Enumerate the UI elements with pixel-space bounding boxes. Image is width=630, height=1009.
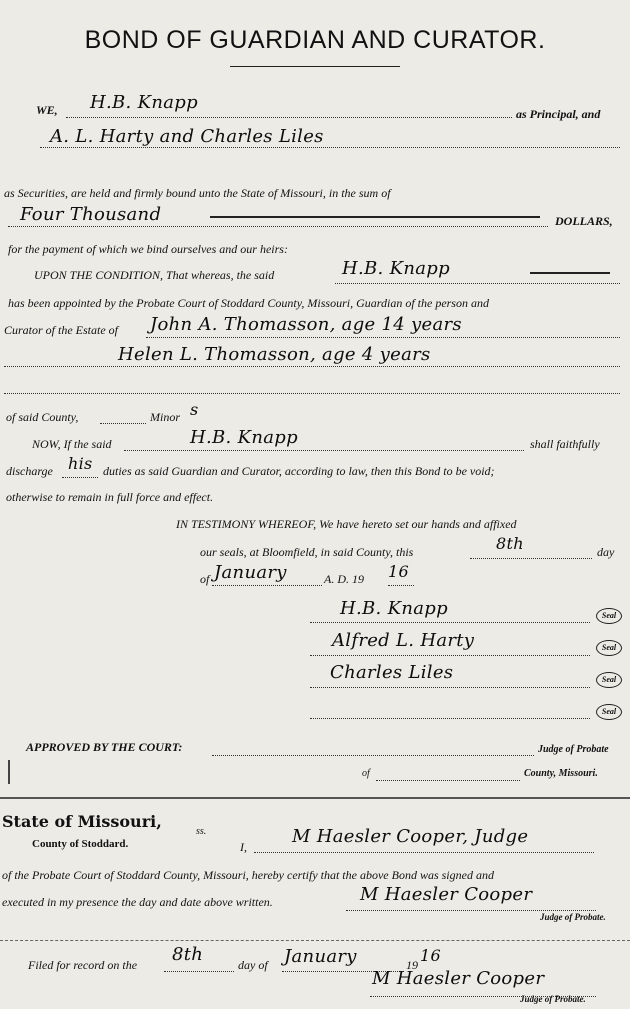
securities-line: [40, 147, 620, 148]
approved-of-label: of: [362, 768, 370, 779]
of-said-county-text: of said County,: [6, 410, 79, 424]
duties-text: duties as said Guardian and Curator, according to law, then this Bond to be void;: [103, 464, 495, 478]
filed-year-prefix: 19: [406, 958, 418, 972]
signature-2: Alfred L. Harty: [332, 630, 475, 651]
estate-minor-1: John A. Thomasson, age 14 years: [150, 314, 462, 335]
county-blank: [100, 423, 146, 424]
day-label: day: [597, 545, 615, 559]
as-securities-text: as Securities, are held and firmly bound unto the State of Missouri, in the sum of: [4, 186, 391, 200]
curator-estate-text: Curator of the Estate of: [4, 323, 118, 337]
signature-1: H.B. Knapp: [340, 598, 448, 619]
approved-county-line: [376, 780, 520, 781]
estate-minor-2: Helen L. Thomasson, age 4 years: [118, 344, 431, 365]
sum-line: [8, 226, 548, 227]
filed-day-line: [164, 971, 234, 972]
filed-day-of: day of: [238, 958, 268, 972]
testimony-text: IN TESTIMONY WHEREOF, We have hereto set our hands and affixed: [176, 517, 517, 531]
said-line: [335, 283, 620, 284]
dollars-label: DOLLARS,: [555, 214, 613, 228]
certify-signature: M Haesler Cooper: [360, 884, 533, 905]
seal-icon: Seal: [596, 704, 622, 720]
certify-line-2: executed in my presence the day and date above written.: [2, 895, 273, 909]
approved-label: APPROVED BY THE COURT:: [26, 740, 183, 754]
approved-judge-label: Judge of Probate: [538, 744, 609, 755]
state-heading: State of Missouri,: [2, 812, 162, 831]
i-label: I,: [240, 840, 247, 854]
ss-label: ss.: [196, 826, 207, 837]
certify-line-1: of the Probate Court of Stoddard County, Missouri, hereby certify that the above Bond was signed and: [2, 868, 494, 882]
filed-judge-label: Judge of Probate.: [520, 994, 586, 1004]
appointed-text: has been appointed by the Probate Court of Stoddard County, Missouri, Guardian of the person and: [8, 296, 489, 310]
section-divider: [0, 797, 630, 799]
minor-suffix: s: [190, 400, 199, 419]
principal-line: [66, 117, 512, 118]
approved-county-label: County, Missouri.: [524, 768, 598, 779]
his-line: [62, 477, 98, 478]
filed-text: Filed for record on the: [28, 958, 138, 972]
seal-icon: Seal: [596, 640, 622, 656]
approved-judge-line: [212, 755, 534, 756]
estate-line-3: [4, 393, 620, 394]
our-seals-text: our seals, at Bloomfield, in said County, this: [200, 545, 414, 559]
estate-line-1: [146, 337, 620, 338]
now-if-text: NOW, If the said: [32, 437, 112, 451]
estate-line-2: [4, 366, 620, 367]
filed-signature: M Haesler Cooper: [372, 968, 545, 989]
sum-strike-line: [210, 216, 540, 218]
now-name-line: [124, 450, 524, 451]
margin-mark: [8, 760, 10, 784]
year-line: [388, 585, 414, 586]
principal-name: H.B. Knapp: [90, 92, 198, 113]
day-line: [470, 558, 592, 559]
filed-divider: [0, 940, 630, 941]
shall-faithfully-text: shall faithfully: [530, 437, 600, 451]
month-hand: January: [214, 562, 287, 583]
said-name: H.B. Knapp: [342, 258, 450, 279]
said-strike-line: [530, 272, 610, 274]
county-heading: County of Stoddard.: [32, 838, 129, 850]
filed-month-hand: January: [284, 946, 357, 967]
month-line: [212, 585, 322, 586]
securities-names: A. L. Harty and Charles Liles: [50, 126, 324, 147]
signature-line-4: [310, 718, 590, 719]
title-underline: [230, 66, 400, 67]
certify-sign-line: [346, 910, 596, 911]
judge-name-line: [254, 852, 594, 853]
filed-day-hand: 8th: [172, 944, 204, 965]
of-label: of: [200, 572, 210, 586]
document-title: BOND OF GUARDIAN AND CURATOR.: [84, 26, 546, 54]
ad-label: A. D. 19: [324, 572, 364, 586]
sum-amount: Four Thousand: [20, 204, 162, 225]
judge-name-hand: M Haesler Cooper, Judge: [292, 826, 529, 847]
day-number: 8th: [496, 534, 524, 553]
signature-line-1: [310, 622, 590, 623]
minor-label: Minor: [150, 410, 180, 424]
his-hand: his: [68, 454, 93, 473]
we-label: WE,: [36, 103, 58, 117]
now-name: H.B. Knapp: [190, 427, 298, 448]
upon-condition-text: UPON THE CONDITION, That whereas, the said: [34, 268, 275, 282]
as-principal-label: as Principal, and: [516, 107, 601, 121]
signature-line-3: [310, 687, 590, 688]
certify-judge-label: Judge of Probate.: [540, 912, 606, 922]
filed-year-hand: 16: [420, 946, 441, 965]
seal-icon: Seal: [596, 672, 622, 688]
payment-text: for the payment of which we bind ourselves and our heirs:: [8, 242, 288, 256]
seal-icon: Seal: [596, 608, 622, 624]
discharge-text: discharge: [6, 464, 53, 478]
otherwise-text: otherwise to remain in full force and effect.: [6, 490, 214, 504]
signature-line-2: [310, 655, 590, 656]
year-hand: 16: [388, 562, 409, 581]
signature-3: Charles Liles: [330, 662, 454, 683]
